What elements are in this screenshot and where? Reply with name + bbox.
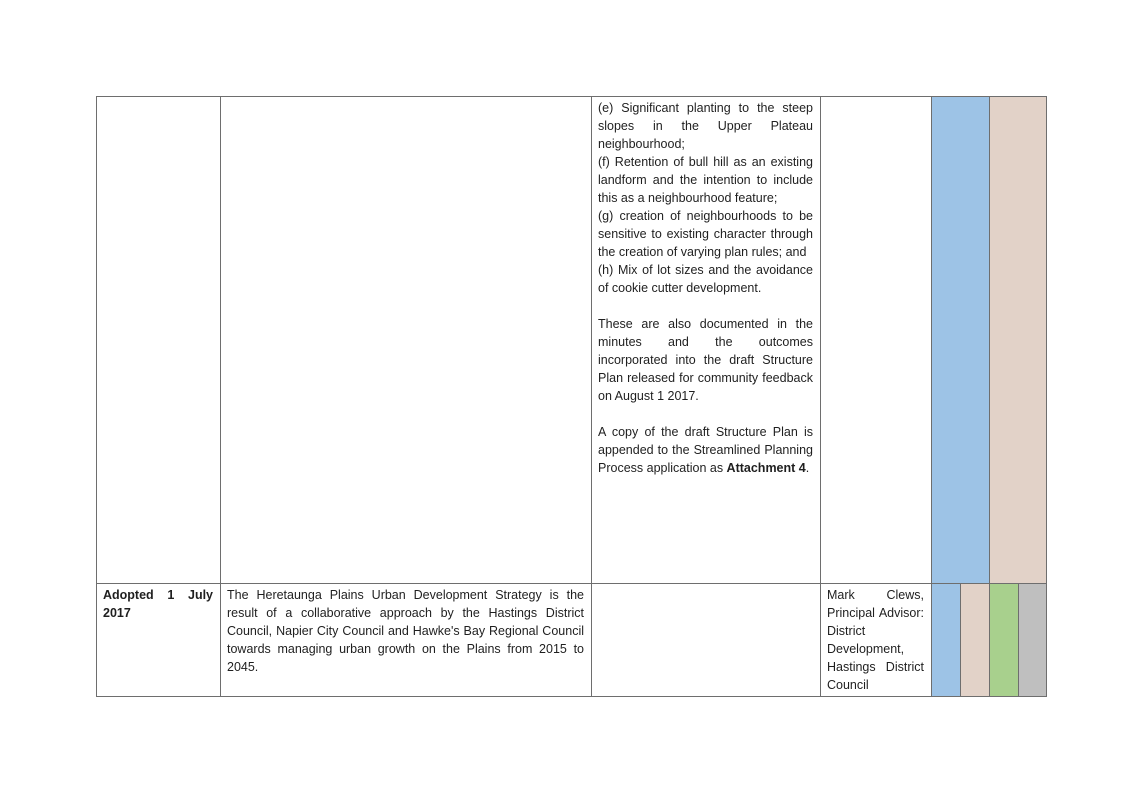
attachment-label: Attachment 4 xyxy=(726,461,806,475)
contact-cell xyxy=(821,584,932,697)
status-cell-green xyxy=(990,584,1019,697)
adopted-date: Adopted 1 July 2017 xyxy=(103,588,213,620)
description-cell xyxy=(221,584,592,697)
attachment-text-before: A copy of the draft Structure Plan is appended to the Streamlined Planning Process application as xyxy=(598,425,813,475)
attachment-paragraph xyxy=(598,423,813,477)
outcome-point-f: (f) Retention of bull hill as an existing landform and the intention to include this as a neighbourhood feature; xyxy=(598,155,813,205)
status-cell-blue xyxy=(932,584,961,697)
status-cell-gray xyxy=(1019,584,1047,697)
date-cell-empty xyxy=(97,97,221,584)
status-cell-tan xyxy=(961,584,990,697)
contact-cell-empty xyxy=(821,97,932,584)
status-cell-blue xyxy=(932,97,990,584)
outcome-point-h: (h) Mix of lot sizes and the avoidance of cookie cutter development. xyxy=(598,263,813,295)
planning-record-table xyxy=(96,96,1047,697)
status-cell-tan xyxy=(990,97,1047,584)
outcomes-cell-empty xyxy=(592,584,821,697)
strategy-description: The Heretaunga Plains Urban Development Strategy is the result of a collaborative approach by the Hastings District Council, Napier City Council and Hawke's Bay Regional Council towards managing urban growth on the Plains from 2015 to 2045. xyxy=(227,588,584,674)
date-cell xyxy=(97,584,221,697)
outcome-point-e: (e) Significant planting to the steep slopes in the Upper Plateau neighbourhood; xyxy=(598,101,813,151)
description-cell-empty xyxy=(221,97,592,584)
contact-name: Mark Clews, Principal Advisor: District Development, Hastings District Council xyxy=(827,588,924,692)
outcomes-cell xyxy=(592,97,821,584)
outcome-point-g: (g) creation of neighbourhoods to be sensitive to existing character through the creation of varying plan rules; and xyxy=(598,209,813,259)
attachment-text-after: . xyxy=(805,461,810,475)
table-row-adopted xyxy=(97,584,1047,697)
table-row-continuation xyxy=(97,97,1047,584)
minutes-paragraph: These are also documented in the minutes and the outcomes incorporated into the draft Structure Plan released for community feedback on August 1 2017. xyxy=(598,317,813,403)
